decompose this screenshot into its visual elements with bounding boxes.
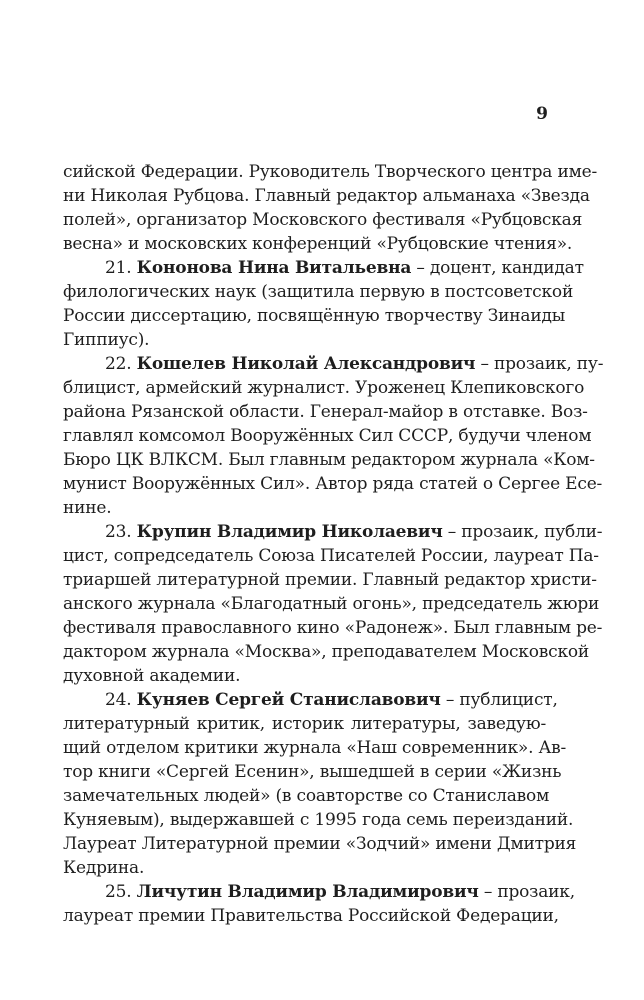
entry-text: – прозаик, публи- (447, 522, 603, 542)
text-line: филологических наук (защитила первую в постсоветской (63, 282, 574, 302)
text-line: России диссертацию, посвящённую творчеству Зинаиды (63, 306, 566, 326)
entry-first-line (105, 352, 604, 376)
text-line: духовной академии. (63, 666, 241, 686)
entry-first-line (105, 256, 584, 280)
text-line: Кедрина. (63, 858, 145, 878)
entry-number: 24. (105, 690, 132, 710)
text-line: триаршей литературной премии. Главный редактор христи- (63, 570, 597, 590)
text-line: литературный критик, историк литературы, заведую- (63, 714, 546, 734)
text-line: ни Николая Рубцова. Главный редактор альманаха «Звезда (63, 186, 590, 206)
entry-number: 25. (105, 882, 132, 902)
entry-first-line (105, 520, 603, 544)
text-line: сийской Федерации. Руководитель Творческого центра име- (63, 162, 598, 182)
text-line: фестиваля православного кино «Радонеж». Был главным ре- (63, 618, 603, 638)
entry-name: Куняев Сергей Станиславович (136, 690, 441, 710)
text-line: лауреат премии Правительства Российской Федерации, (63, 906, 559, 926)
text-line: замечательных людей» (в соавторстве со Станиславом (63, 786, 550, 806)
text-line: Куняевым), выдержавшей с 1995 года семь переизданий. (63, 810, 574, 830)
text-line: Гиппиус). (63, 330, 150, 350)
text-line: полей», организатор Московского фестиваля «Рубцовская (63, 210, 583, 230)
entry-number: 22. (105, 354, 132, 374)
text-line: Бюро ЦК ВЛКСМ. Был главным редактором журнала «Ком- (63, 450, 595, 470)
entry-text: – прозаик, (483, 882, 575, 902)
entry-text: – публицист, (445, 690, 558, 710)
entry-text: – прозаик, пу- (480, 354, 604, 374)
text-line: нине. (63, 498, 112, 518)
text-line: дактором журнала «Москва», преподавателем Московской (63, 642, 590, 662)
entry-number: 23. (105, 522, 132, 542)
page-number: 9 (536, 104, 548, 124)
entry-name: Личутин Владимир Владимирович (136, 882, 479, 902)
text-line: главлял комсомол Вооружённых Сил СССР, будучи членом (63, 426, 592, 446)
text-line: района Рязанской области. Генерал-майор в отставке. Воз- (63, 402, 588, 422)
text-line: щий отделом критики журнала «Наш современник». Ав- (63, 738, 567, 758)
text-line: Лауреат Литературной премии «Зодчий» имени Дмитрия (63, 834, 577, 854)
text-line: анского журнала «Благодатный огонь», председатель жюри (63, 594, 600, 614)
entry-first-line (105, 880, 575, 904)
text-line: цист, сопредседатель Союза Писателей России, лауреат Па- (63, 546, 599, 566)
text-line: мунист Вооружённых Сил». Автор ряда статей о Сергее Есе- (63, 474, 603, 494)
entry-first-line (105, 688, 558, 712)
entry-name: Кононова Нина Витальевна (136, 258, 412, 278)
text-line: блицист, армейский журналист. Уроженец Клепиковского (63, 378, 585, 398)
entry-name: Крупин Владимир Николаевич (136, 522, 443, 542)
entry-name: Кошелев Николай Александрович (136, 354, 476, 374)
entry-text: – доцент, кандидат (416, 258, 584, 278)
text-line: весна» и московских конференций «Рубцовские чтения». (63, 234, 573, 254)
text-line: тор книги «Сергей Есенин», вышедшей в серии «Жизнь (63, 762, 562, 782)
entry-number: 21. (105, 258, 132, 278)
